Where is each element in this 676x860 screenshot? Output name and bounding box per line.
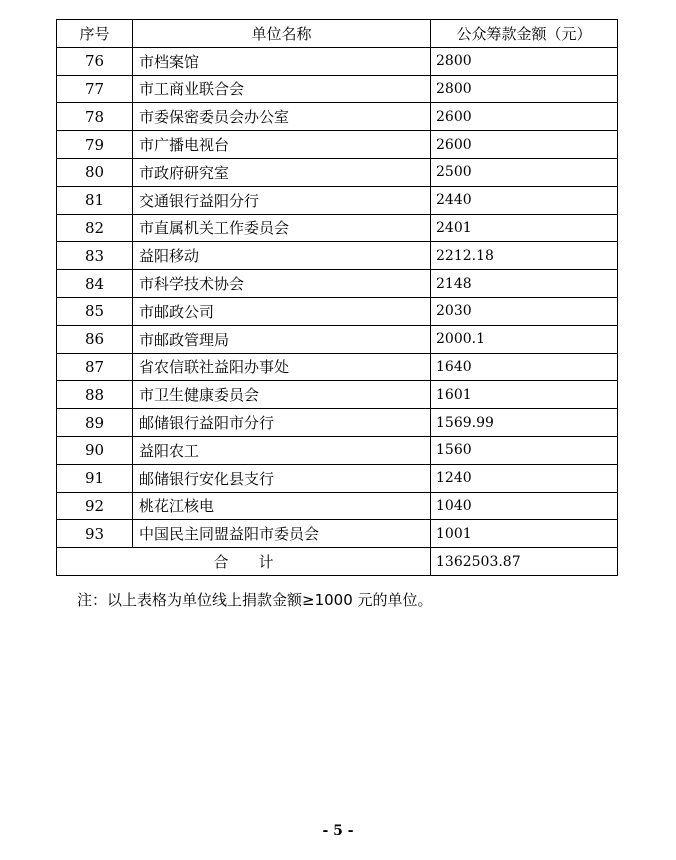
row-amount: 2000.1 xyxy=(431,325,618,353)
row-index: 89 xyxy=(57,409,133,437)
footnote: 注：以上表格为单位线上捐款金额≥1000 元的单位。 xyxy=(77,591,433,609)
row-unit-name: 桃花江核电 xyxy=(133,492,431,520)
table-row xyxy=(57,75,618,103)
row-amount: 2148 xyxy=(431,270,618,298)
row-index: 78 xyxy=(57,103,133,131)
row-unit-name: 市直属机关工作委员会 xyxy=(133,214,431,242)
table-row xyxy=(57,214,618,242)
row-index: 87 xyxy=(57,353,133,381)
row-amount: 2401 xyxy=(431,214,618,242)
donation-table xyxy=(56,19,618,576)
table-row xyxy=(57,409,618,437)
total-row xyxy=(57,548,618,576)
table-body xyxy=(57,47,618,547)
table-row xyxy=(57,381,618,409)
table-row xyxy=(57,131,618,159)
table-row xyxy=(57,270,618,298)
row-index: 85 xyxy=(57,297,133,325)
total-value: 1362503.87 xyxy=(431,548,618,576)
row-amount: 1001 xyxy=(431,520,618,548)
table-row xyxy=(57,464,618,492)
row-index: 92 xyxy=(57,492,133,520)
row-index: 88 xyxy=(57,381,133,409)
page-number: - 5 - xyxy=(322,823,354,839)
table-row xyxy=(57,47,618,75)
row-index: 93 xyxy=(57,520,133,548)
row-amount: 1601 xyxy=(431,381,618,409)
row-unit-name: 邮储银行安化县支行 xyxy=(133,464,431,492)
row-amount: 2212.18 xyxy=(431,242,618,270)
total-label: 合计 xyxy=(57,548,431,576)
row-index: 79 xyxy=(57,131,133,159)
row-index: 84 xyxy=(57,270,133,298)
row-unit-name: 市委保密委员会办公室 xyxy=(133,103,431,131)
table-row xyxy=(57,436,618,464)
row-unit-name: 益阳农工 xyxy=(133,436,431,464)
row-amount: 2440 xyxy=(431,186,618,214)
row-index: 82 xyxy=(57,214,133,242)
row-unit-name: 市政府研究室 xyxy=(133,158,431,186)
row-unit-name: 交通银行益阳分行 xyxy=(133,186,431,214)
row-unit-name: 市卫生健康委员会 xyxy=(133,381,431,409)
row-index: 86 xyxy=(57,325,133,353)
row-amount: 1040 xyxy=(431,492,618,520)
row-amount: 2500 xyxy=(431,158,618,186)
row-unit-name: 市邮政公司 xyxy=(133,297,431,325)
row-unit-name: 市广播电视台 xyxy=(133,131,431,159)
table-row xyxy=(57,353,618,381)
row-index: 83 xyxy=(57,242,133,270)
row-index: 76 xyxy=(57,47,133,75)
table-row xyxy=(57,325,618,353)
row-amount: 2800 xyxy=(431,75,618,103)
header-index: 序号 xyxy=(57,20,133,48)
table-row xyxy=(57,186,618,214)
row-index: 91 xyxy=(57,464,133,492)
header-unit-name: 单位名称 xyxy=(133,20,431,48)
row-index: 80 xyxy=(57,158,133,186)
row-index: 90 xyxy=(57,436,133,464)
row-unit-name: 省农信联社益阳办事处 xyxy=(133,353,431,381)
table-row xyxy=(57,158,618,186)
row-amount: 1560 xyxy=(431,436,618,464)
row-amount: 1240 xyxy=(431,464,618,492)
table-row xyxy=(57,297,618,325)
row-index: 77 xyxy=(57,75,133,103)
row-amount: 2800 xyxy=(431,47,618,75)
row-amount: 2600 xyxy=(431,131,618,159)
row-amount: 2600 xyxy=(431,103,618,131)
row-amount: 1640 xyxy=(431,353,618,381)
row-unit-name: 市邮政管理局 xyxy=(133,325,431,353)
row-amount: 1569.99 xyxy=(431,409,618,437)
table-row xyxy=(57,242,618,270)
row-unit-name: 邮储银行益阳市分行 xyxy=(133,409,431,437)
row-unit-name: 中国民主同盟益阳市委员会 xyxy=(133,520,431,548)
row-index: 81 xyxy=(57,186,133,214)
row-unit-name: 市档案馆 xyxy=(133,47,431,75)
row-unit-name: 市科学技术协会 xyxy=(133,270,431,298)
table-row xyxy=(57,520,618,548)
row-unit-name: 益阳移动 xyxy=(133,242,431,270)
row-unit-name: 市工商业联合会 xyxy=(133,75,431,103)
table-row xyxy=(57,103,618,131)
table-row xyxy=(57,492,618,520)
row-amount: 2030 xyxy=(431,297,618,325)
table-header-row xyxy=(57,20,618,48)
header-amount: 公众筹款金额（元） xyxy=(431,20,618,48)
